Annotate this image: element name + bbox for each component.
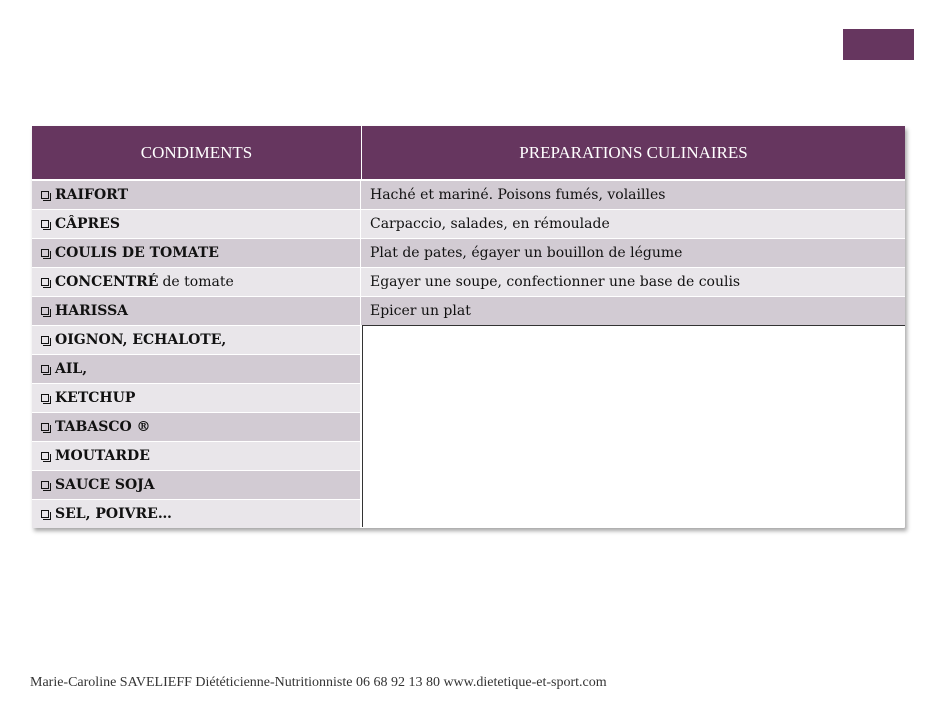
- table-row: [32, 180, 905, 209]
- preparation-cell: Plat de pates, égayer un bouillon de légume: [370, 245, 683, 261]
- empty-preparations-area: [362, 325, 905, 527]
- preparation-cell: Egayer une soupe, confectionner une base de coulis: [370, 274, 741, 290]
- condiment-cell: [32, 210, 361, 238]
- checkbox-icon: [41, 191, 49, 199]
- table-row: [32, 209, 905, 238]
- checkbox-icon: [41, 336, 49, 344]
- condiment-cell: [32, 239, 361, 267]
- condiment-name: OIGNON, ECHALOTE,: [55, 332, 227, 348]
- condiment-cell: [32, 442, 361, 470]
- condiment-cell: [32, 413, 361, 441]
- condiment-name: AIL,: [55, 361, 88, 377]
- checkbox-icon: [41, 452, 49, 460]
- condiment-name: SEL, POIVRE…: [55, 506, 172, 522]
- condiment-name: RAIFORT: [55, 187, 128, 203]
- condiment-name: HARISSA: [55, 303, 129, 319]
- condiment-name: CONCENTRÉ: [55, 274, 159, 290]
- condiment-cell: [32, 297, 361, 325]
- condiment-cell: [32, 471, 361, 499]
- checkbox-icon: [41, 423, 49, 431]
- checkbox-icon: [41, 394, 49, 402]
- corner-accent-block: [843, 29, 914, 60]
- checkbox-icon: [41, 220, 49, 228]
- condiment-name: SAUCE SOJA: [55, 477, 155, 493]
- condiment-cell: [32, 181, 361, 209]
- condiment-name: MOUTARDE: [55, 448, 150, 464]
- checkbox-icon: [41, 307, 49, 315]
- condiment-suffix: de tomate: [162, 274, 234, 290]
- header-condiments: CONDIMENTS: [32, 126, 362, 179]
- footer-credit: Marie-Caroline SAVELIEFF Diététicienne-Nutritionniste 06 68 92 13 80 www.dietetique-et-sport.com: [30, 675, 607, 690]
- checkbox-icon: [41, 365, 49, 373]
- table-row: [32, 296, 905, 325]
- preparation-cell: Haché et mariné. Poisons fumés, volailles: [370, 187, 666, 203]
- condiment-cell: [32, 326, 361, 354]
- checkbox-icon: [41, 510, 49, 518]
- condiment-name: COULIS DE TOMATE: [55, 245, 219, 261]
- table-row: [32, 267, 905, 296]
- condiment-name: KETCHUP: [55, 390, 136, 406]
- condiment-cell: [32, 268, 361, 296]
- checkbox-icon: [41, 249, 49, 257]
- preparation-cell: Carpaccio, salades, en rémoulade: [370, 216, 610, 232]
- condiment-name: TABASCO ®: [55, 419, 151, 435]
- condiment-cell: [32, 355, 361, 383]
- preparation-cell: Epicer un plat: [370, 303, 471, 319]
- header-preparations: PREPARATIONS CULINAIRES: [519, 142, 748, 162]
- checkbox-icon: [41, 278, 49, 286]
- condiment-cell: [32, 384, 361, 412]
- condiment-name: CÂPRES: [55, 216, 120, 232]
- table-row: [32, 238, 905, 267]
- checkbox-icon: [41, 481, 49, 489]
- table-header: [32, 126, 905, 180]
- condiment-cell: [32, 500, 361, 528]
